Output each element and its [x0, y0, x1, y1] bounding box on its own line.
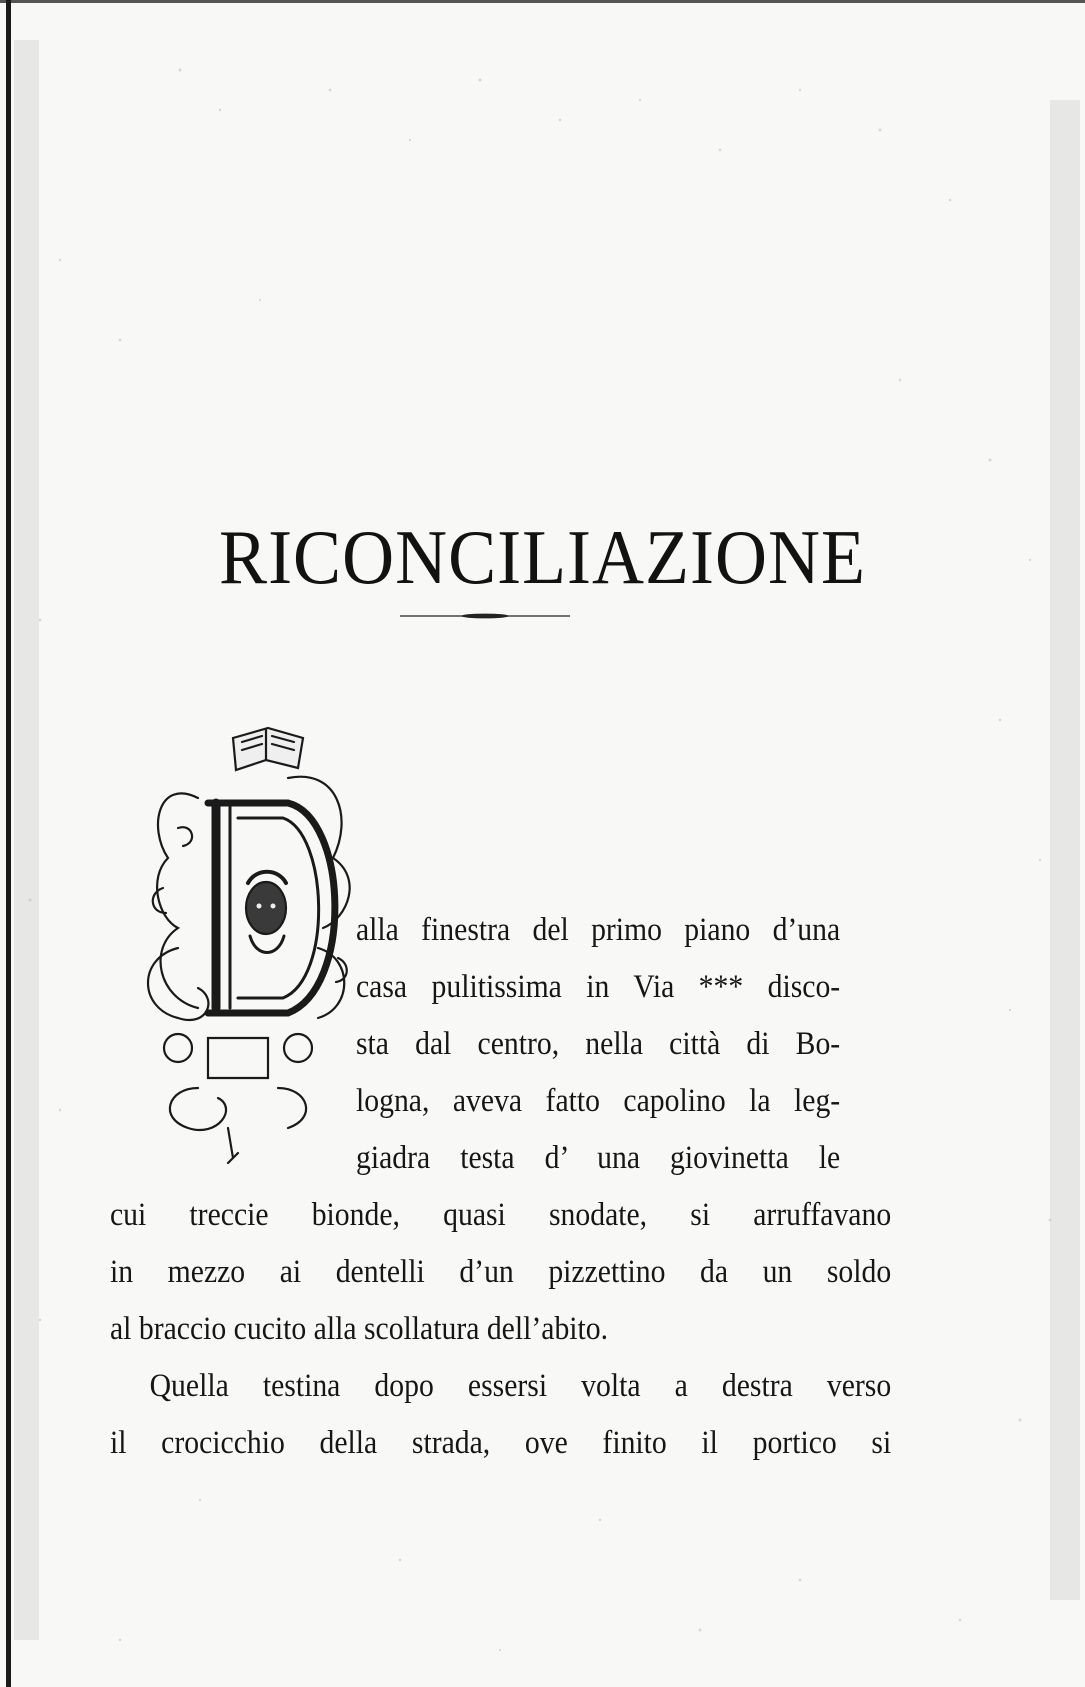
title-divider-ornament: [400, 612, 570, 620]
text-line: Quella testina dopo essersi volta a destra verso: [149, 1368, 892, 1404]
text-line: sta dal centro, nella città di Bo-: [356, 1026, 841, 1062]
text-line: casa pulitissima in Via *** disco-: [356, 969, 841, 1005]
binding-edge: [6, 0, 11, 1687]
text-line: in mezzo ai dentelli d’un pizzettino da un soldo: [110, 1254, 892, 1290]
text-line: logna, aveva fatto capolino la leg-: [356, 1083, 841, 1119]
text-line: al braccio cucito alla scollatura dell’abito.: [110, 1311, 609, 1347]
paragraph-2: [110, 1358, 891, 1472]
text-line: cui treccie bionde, quasi snodate, si arruffavano: [110, 1197, 892, 1233]
text-line: il crocicchio della strada, ove finito il portico si: [110, 1425, 892, 1461]
paragraph-1-full-width: [110, 1187, 891, 1358]
ornate-initial-d-icon: [138, 708, 360, 1168]
text-line: alla finestra del primo piano d’una: [356, 912, 841, 948]
text-line: giadra testa d’ una giovinetta le: [356, 1140, 841, 1176]
paragraph-1-indented: [356, 902, 840, 1187]
chapter-title: RICONCILIAZIONE: [219, 513, 866, 601]
top-edge: [0, 0, 1085, 3]
